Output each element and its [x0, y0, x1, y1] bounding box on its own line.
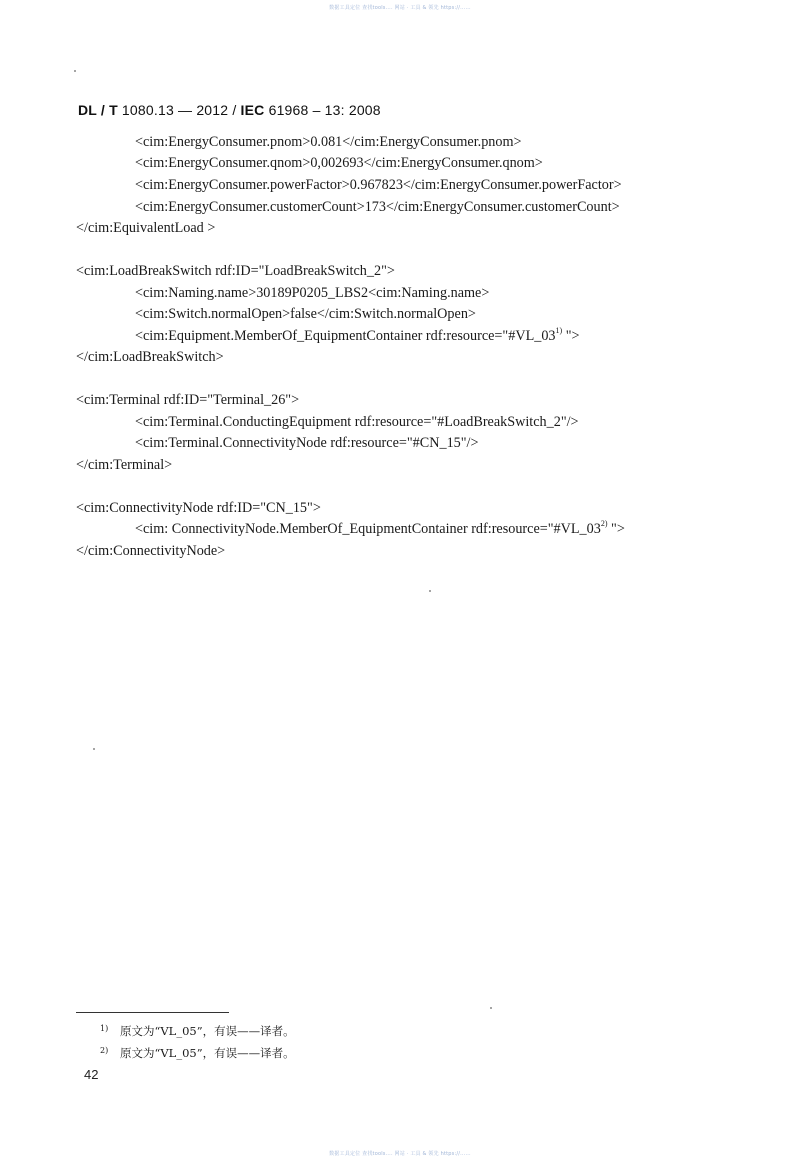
code-line: <cim:Terminal rdf:ID="Terminal_26">: [76, 392, 300, 408]
code-line: <cim:EnergyConsumer.customerCount>173</cim:EnergyConsumer.customerCount>: [135, 199, 620, 215]
footnote-text: 原文为“VL_05”，有误——译者。: [120, 1024, 295, 1038]
footnote-mark: 2): [100, 1046, 109, 1055]
footnote-text: 原文为“VL_05”，有误——译者。: [120, 1046, 295, 1060]
code-line: </cim:EquivalentLoad >: [76, 220, 216, 236]
footnote-reference: 2): [600, 519, 608, 528]
bottom-watermark: 数据工具定位 查找tools.... 网站 · 工具 & 领先 https://......: [329, 1151, 471, 1157]
code-line: [135, 326, 580, 346]
code-line: </cim:LoadBreakSwitch>: [76, 349, 224, 365]
header-standard-prefix: DL / T: [78, 102, 118, 118]
footnote: [100, 1023, 295, 1039]
footnote-mark: 1): [100, 1024, 109, 1033]
code-line: <cim:EnergyConsumer.qnom>0,002693</cim:EnergyConsumer.qnom>: [135, 155, 543, 171]
top-watermark: 数据工具定位 查找tools.... 网站 · 工具 & 领先 https://......: [329, 5, 471, 11]
header-iec-number: 61968 – 13: 2008: [264, 102, 381, 118]
page-header: [78, 102, 381, 118]
footnote-reference: 1): [555, 326, 563, 335]
code-text: ">: [607, 521, 625, 537]
code-line: <cim:Terminal.ConductingEquipment rdf:resource="#LoadBreakSwitch_2"/>: [135, 414, 579, 430]
header-iec-prefix: IEC: [240, 102, 265, 118]
code-line: </cim:Terminal>: [76, 457, 173, 473]
scan-speck: [429, 590, 431, 592]
code-line: </cim:ConnectivityNode>: [76, 543, 226, 559]
code-text: <cim:Equipment.MemberOf_EquipmentContainer rdf:resource="#VL_03: [135, 328, 556, 344]
code-line: <cim:ConnectivityNode rdf:ID="CN_15">: [76, 500, 321, 516]
footnote-rule: [76, 1012, 229, 1013]
scan-speck: [490, 1007, 492, 1009]
code-line: <cim:Terminal.ConnectivityNode rdf:resource="#CN_15"/>: [135, 435, 479, 451]
scan-speck: [74, 70, 76, 72]
code-text: <cim: ConnectivityNode.MemberOf_EquipmentContainer rdf:resource="#VL_03: [135, 521, 601, 537]
scan-speck: [93, 748, 95, 750]
code-line: <cim:Naming.name>30189P0205_LBS2<cim:Naming.name>: [135, 285, 490, 301]
code-text: ">: [562, 328, 580, 344]
code-line: <cim:EnergyConsumer.powerFactor>0.967823</cim:EnergyConsumer.powerFactor>: [135, 177, 622, 193]
code-line: <cim:LoadBreakSwitch rdf:ID="LoadBreakSwitch_2">: [76, 263, 395, 279]
code-line: <cim:EnergyConsumer.pnom>0.081</cim:EnergyConsumer.pnom>: [135, 134, 522, 150]
code-line: <cim:Switch.normalOpen>false</cim:Switch.normalOpen>: [135, 306, 476, 322]
code-line: [135, 519, 625, 539]
header-standard-number: 1080.13 — 2012 /: [117, 102, 241, 118]
footnote: [100, 1045, 295, 1061]
page-number: 42: [84, 1067, 99, 1082]
